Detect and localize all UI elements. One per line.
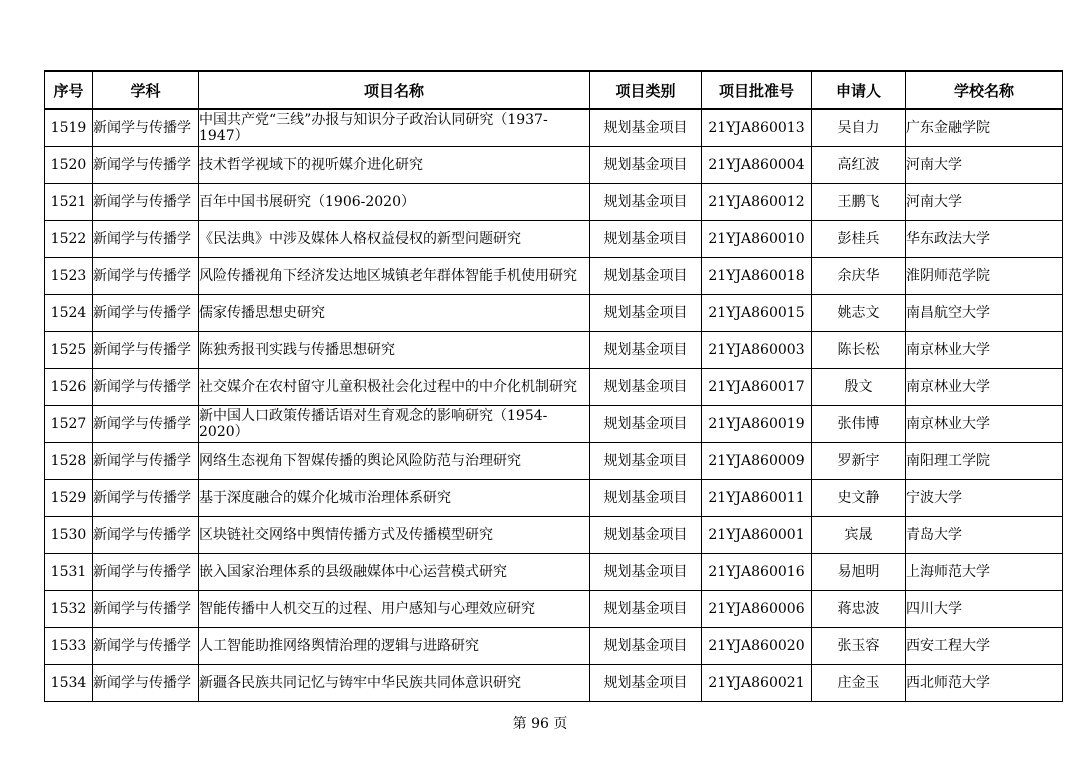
- cell-school: 淮阴师范学院: [906, 258, 1063, 295]
- cell-school: 宁波大学: [906, 480, 1063, 517]
- cell-title: 百年中国书展研究（1906-2020）: [199, 184, 590, 221]
- cell-type: 规划基金项目: [590, 184, 702, 221]
- cell-type: 规划基金项目: [590, 221, 702, 258]
- cell-person: 吴自力: [812, 109, 906, 147]
- cell-person: 姚志文: [812, 295, 906, 332]
- table-row: [45, 258, 1063, 295]
- cell-school: 华东政法大学: [906, 221, 1063, 258]
- table-row: [45, 295, 1063, 332]
- cell-school: 南昌航空大学: [906, 295, 1063, 332]
- cell-subject: 新闻学与传播学: [93, 258, 199, 295]
- cell-type: 规划基金项目: [590, 109, 702, 147]
- table-row: [45, 591, 1063, 628]
- cell-school: 西北师范大学: [906, 665, 1063, 702]
- cell-subject: 新闻学与传播学: [93, 443, 199, 480]
- cell-no: 1527: [45, 406, 93, 443]
- cell-no: 1525: [45, 332, 93, 369]
- table-row: [45, 517, 1063, 554]
- cell-code: 21YJA860011: [702, 480, 812, 517]
- table-row: [45, 665, 1063, 702]
- cell-subject: 新闻学与传播学: [93, 221, 199, 258]
- cell-title: 陈独秀报刊实践与传播思想研究: [199, 332, 590, 369]
- cell-title: 区块链社交网络中舆情传播方式及传播模型研究: [199, 517, 590, 554]
- cell-type: 规划基金项目: [590, 406, 702, 443]
- cell-no: 1522: [45, 221, 93, 258]
- cell-school: 上海师范大学: [906, 554, 1063, 591]
- cell-type: 规划基金项目: [590, 295, 702, 332]
- cell-title: 儒家传播思想史研究: [199, 295, 590, 332]
- cell-person: 彭桂兵: [812, 221, 906, 258]
- cell-type: 规划基金项目: [590, 517, 702, 554]
- table-row: [45, 443, 1063, 480]
- cell-subject: 新闻学与传播学: [93, 184, 199, 221]
- cell-school: 西安工程大学: [906, 628, 1063, 665]
- cell-person: 蒋忠波: [812, 591, 906, 628]
- cell-code: 21YJA860020: [702, 628, 812, 665]
- cell-subject: 新闻学与传播学: [93, 480, 199, 517]
- cell-no: 1534: [45, 665, 93, 702]
- table-row: [45, 109, 1063, 147]
- cell-no: 1532: [45, 591, 93, 628]
- cell-no: 1521: [45, 184, 93, 221]
- cell-school: 四川大学: [906, 591, 1063, 628]
- header-subject: 学科: [93, 71, 199, 109]
- cell-type: 规划基金项目: [590, 369, 702, 406]
- cell-person: 殷文: [812, 369, 906, 406]
- cell-school: 南京林业大学: [906, 369, 1063, 406]
- cell-person: 宾晟: [812, 517, 906, 554]
- cell-type: 规划基金项目: [590, 665, 702, 702]
- cell-person: 张玉容: [812, 628, 906, 665]
- cell-person: 陈长松: [812, 332, 906, 369]
- cell-title: 嵌入国家治理体系的县级融媒体中心运营模式研究: [199, 554, 590, 591]
- cell-subject: 新闻学与传播学: [93, 406, 199, 443]
- cell-school: 广东金融学院: [906, 109, 1063, 147]
- cell-code: 21YJA860006: [702, 591, 812, 628]
- cell-title: 风险传播视角下经济发达地区城镇老年群体智能手机使用研究: [199, 258, 590, 295]
- cell-school: 河南大学: [906, 184, 1063, 221]
- cell-title: 智能传播中人机交互的过程、用户感知与心理效应研究: [199, 591, 590, 628]
- cell-title: 社交媒介在农村留守儿童积极社会化过程中的中介化机制研究: [199, 369, 590, 406]
- cell-type: 规划基金项目: [590, 628, 702, 665]
- page-footer: [0, 713, 1080, 733]
- table-row: [45, 184, 1063, 221]
- cell-subject: 新闻学与传播学: [93, 517, 199, 554]
- cell-school: 南京林业大学: [906, 406, 1063, 443]
- table-row: [45, 369, 1063, 406]
- cell-person: 王鹏飞: [812, 184, 906, 221]
- table-row: [45, 480, 1063, 517]
- cell-title: 新疆各民族共同记忆与铸牢中华民族共同体意识研究: [199, 665, 590, 702]
- cell-code: 21YJA860013: [702, 109, 812, 147]
- cell-subject: 新闻学与传播学: [93, 665, 199, 702]
- cell-school: 青岛大学: [906, 517, 1063, 554]
- cell-code: 21YJA860003: [702, 332, 812, 369]
- cell-code: 21YJA860015: [702, 295, 812, 332]
- cell-no: 1529: [45, 480, 93, 517]
- table-row: [45, 221, 1063, 258]
- header-title: 项目名称: [199, 71, 590, 109]
- cell-subject: 新闻学与传播学: [93, 591, 199, 628]
- cell-type: 规划基金项目: [590, 554, 702, 591]
- cell-person: 罗新宇: [812, 443, 906, 480]
- cell-title: 新中国人口政策传播话语对生育观念的影响研究（1954-2020）: [199, 406, 590, 443]
- table-row: [45, 628, 1063, 665]
- cell-type: 规划基金项目: [590, 332, 702, 369]
- cell-no: 1526: [45, 369, 93, 406]
- cell-person: 庄金玉: [812, 665, 906, 702]
- header-no: 序号: [45, 71, 93, 109]
- cell-person: 高红波: [812, 147, 906, 184]
- cell-type: 规划基金项目: [590, 443, 702, 480]
- cell-code: 21YJA860019: [702, 406, 812, 443]
- cell-code: 21YJA860017: [702, 369, 812, 406]
- cell-no: 1523: [45, 258, 93, 295]
- project-table: [44, 70, 1063, 702]
- cell-school: 河南大学: [906, 147, 1063, 184]
- cell-no: 1530: [45, 517, 93, 554]
- cell-subject: 新闻学与传播学: [93, 628, 199, 665]
- cell-no: 1520: [45, 147, 93, 184]
- cell-code: 21YJA860004: [702, 147, 812, 184]
- cell-code: 21YJA860012: [702, 184, 812, 221]
- cell-no: 1533: [45, 628, 93, 665]
- cell-title: 中国共产党“三线”办报与知识分子政治认同研究（1937-1947）: [199, 109, 590, 147]
- cell-title: 技术哲学视域下的视听媒介进化研究: [199, 147, 590, 184]
- cell-school: 南阳理工学院: [906, 443, 1063, 480]
- table-row: [45, 147, 1063, 184]
- cell-person: 张伟博: [812, 406, 906, 443]
- cell-no: 1531: [45, 554, 93, 591]
- cell-person: 史文静: [812, 480, 906, 517]
- cell-code: 21YJA860016: [702, 554, 812, 591]
- cell-subject: 新闻学与传播学: [93, 147, 199, 184]
- header-type: 项目类别: [590, 71, 702, 109]
- cell-subject: 新闻学与传播学: [93, 369, 199, 406]
- table-row: [45, 554, 1063, 591]
- table-row: [45, 406, 1063, 443]
- cell-subject: 新闻学与传播学: [93, 295, 199, 332]
- cell-subject: 新闻学与传播学: [93, 109, 199, 147]
- cell-title: 《民法典》中涉及媒体人格权益侵权的新型问题研究: [199, 221, 590, 258]
- cell-type: 规划基金项目: [590, 480, 702, 517]
- cell-code: 21YJA860001: [702, 517, 812, 554]
- cell-no: 1524: [45, 295, 93, 332]
- cell-no: 1519: [45, 109, 93, 147]
- cell-type: 规划基金项目: [590, 258, 702, 295]
- cell-code: 21YJA860009: [702, 443, 812, 480]
- table-row: [45, 332, 1063, 369]
- cell-title: 人工智能助推网络舆情治理的逻辑与进路研究: [199, 628, 590, 665]
- cell-subject: 新闻学与传播学: [93, 332, 199, 369]
- header-school: 学校名称: [906, 71, 1063, 109]
- cell-person: 余庆华: [812, 258, 906, 295]
- cell-title: 网络生态视角下智媒传播的舆论风险防范与治理研究: [199, 443, 590, 480]
- cell-title: 基于深度融合的媒介化城市治理体系研究: [199, 480, 590, 517]
- cell-subject: 新闻学与传播学: [93, 554, 199, 591]
- cell-school: 南京林业大学: [906, 332, 1063, 369]
- header-code: 项目批准号: [702, 71, 812, 109]
- cell-person: 易旭明: [812, 554, 906, 591]
- table-header-row: [45, 71, 1063, 109]
- cell-code: 21YJA860021: [702, 665, 812, 702]
- page-number: 第 96 页: [512, 716, 568, 732]
- cell-code: 21YJA860018: [702, 258, 812, 295]
- cell-type: 规划基金项目: [590, 147, 702, 184]
- cell-code: 21YJA860010: [702, 221, 812, 258]
- header-person: 申请人: [812, 71, 906, 109]
- cell-type: 规划基金项目: [590, 591, 702, 628]
- cell-no: 1528: [45, 443, 93, 480]
